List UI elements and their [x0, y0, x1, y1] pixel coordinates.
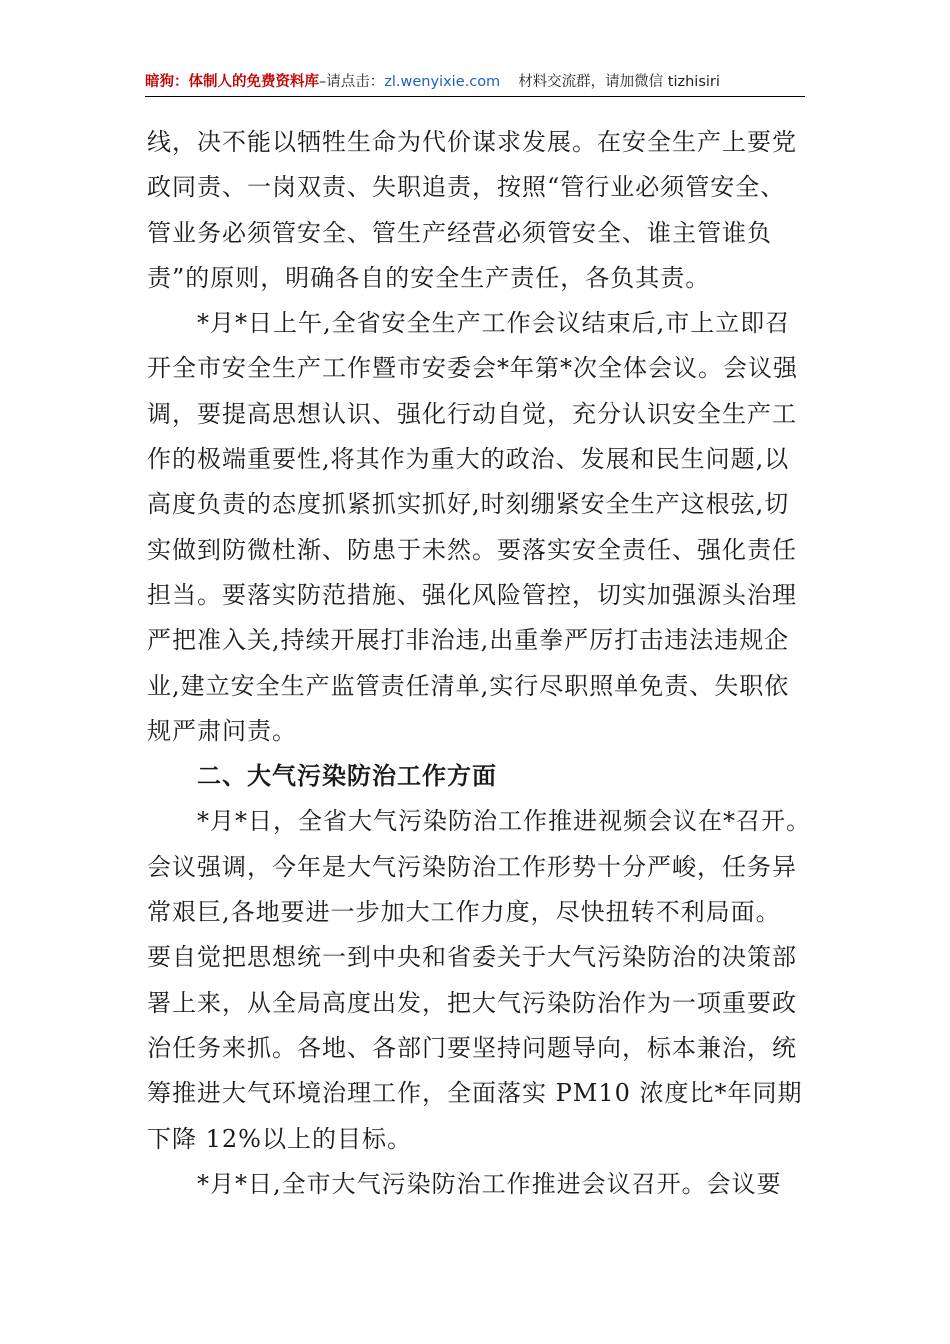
text-line: 责”的原则，明确各自的安全生产责任，各负其责。	[147, 263, 711, 292]
text-line: 下降 12%以上的目标。	[147, 1124, 412, 1153]
document-body	[147, 120, 811, 1207]
text-line: 会议强调，今年是大气污染防治工作形势十分严峻，任务异	[147, 852, 797, 881]
text-line: 规严肃问责。	[147, 716, 297, 745]
header-url-link[interactable]: zl.wenyixie.com	[384, 74, 501, 90]
header-divider	[145, 96, 805, 97]
section-heading: 二、大气污染防治工作方面	[197, 762, 497, 791]
text-line: 实做到防微杜渐、防患于未然。要落实安全责任、强化责任	[147, 535, 797, 564]
text-line: 要自觉把思想统一到中央和省委关于大气污染防治的决策部	[147, 943, 797, 972]
text-line: 作的极端重要性,将其作为重大的政治、发展和民生问题,以	[147, 445, 790, 474]
header-cta: –请点击：	[319, 74, 385, 90]
text-line: 筹推进大气环境治理工作，全面落实 PM10 浓度比*年同期	[147, 1079, 803, 1108]
text-line: *月*日上午,全省安全生产工作会议结束后,市上立即召	[197, 309, 791, 338]
header-brand: 暗狗：体制人的免费资料库	[145, 74, 319, 90]
text-line: 开全市安全生产工作暨市安委会*年第*次全体会议。会议强	[147, 354, 798, 383]
text-line: 线，决不能以牺牲生命为代价谋求发展。在安全生产上要党	[147, 128, 797, 156]
header-group-info: 材料交流群，请加微信 tizhisiri	[518, 74, 720, 90]
text-line: 业,建立安全生产监管责任清单,实行尽职照单免责、失职依	[147, 671, 790, 700]
text-line: 高度负责的态度抓紧抓实抓好,时刻绷紧安全生产这根弦,切	[147, 490, 790, 519]
text-line: 调，要提高思想认识、强化行动自觉，充分认识安全生产工	[147, 399, 797, 428]
text-line: 署上来，从全局高度出发，把大气污染防治作为一项重要政	[147, 988, 797, 1017]
text-line: *月*日,全市大气污染防治工作推进会议召开。会议要	[197, 1169, 782, 1198]
text-line: 治任务来抓。各地、各部门要坚持问题导向，标本兼治，统	[147, 1033, 797, 1062]
text-line: 管业务必须管安全、管生产经营必须管安全、谁主管谁负	[147, 218, 772, 247]
text-line: 担当。要落实防范措施、强化风险管控，切实加强源头治理	[147, 580, 797, 609]
page-header	[145, 70, 805, 96]
text-line: 常艰巨,各地要进一步加大工作力度，尽快扭转不利局面。	[147, 898, 781, 927]
text-line: 政同责、一岗双责、失职追责，按照“管行业必须管安全、	[147, 173, 786, 202]
text-line: 严把准入关,持续开展打非治违,出重拳严厉打击违法违规企	[147, 626, 790, 655]
text-line: *月*日，全省大气污染防治工作推进视频会议在*召开。	[197, 807, 811, 836]
